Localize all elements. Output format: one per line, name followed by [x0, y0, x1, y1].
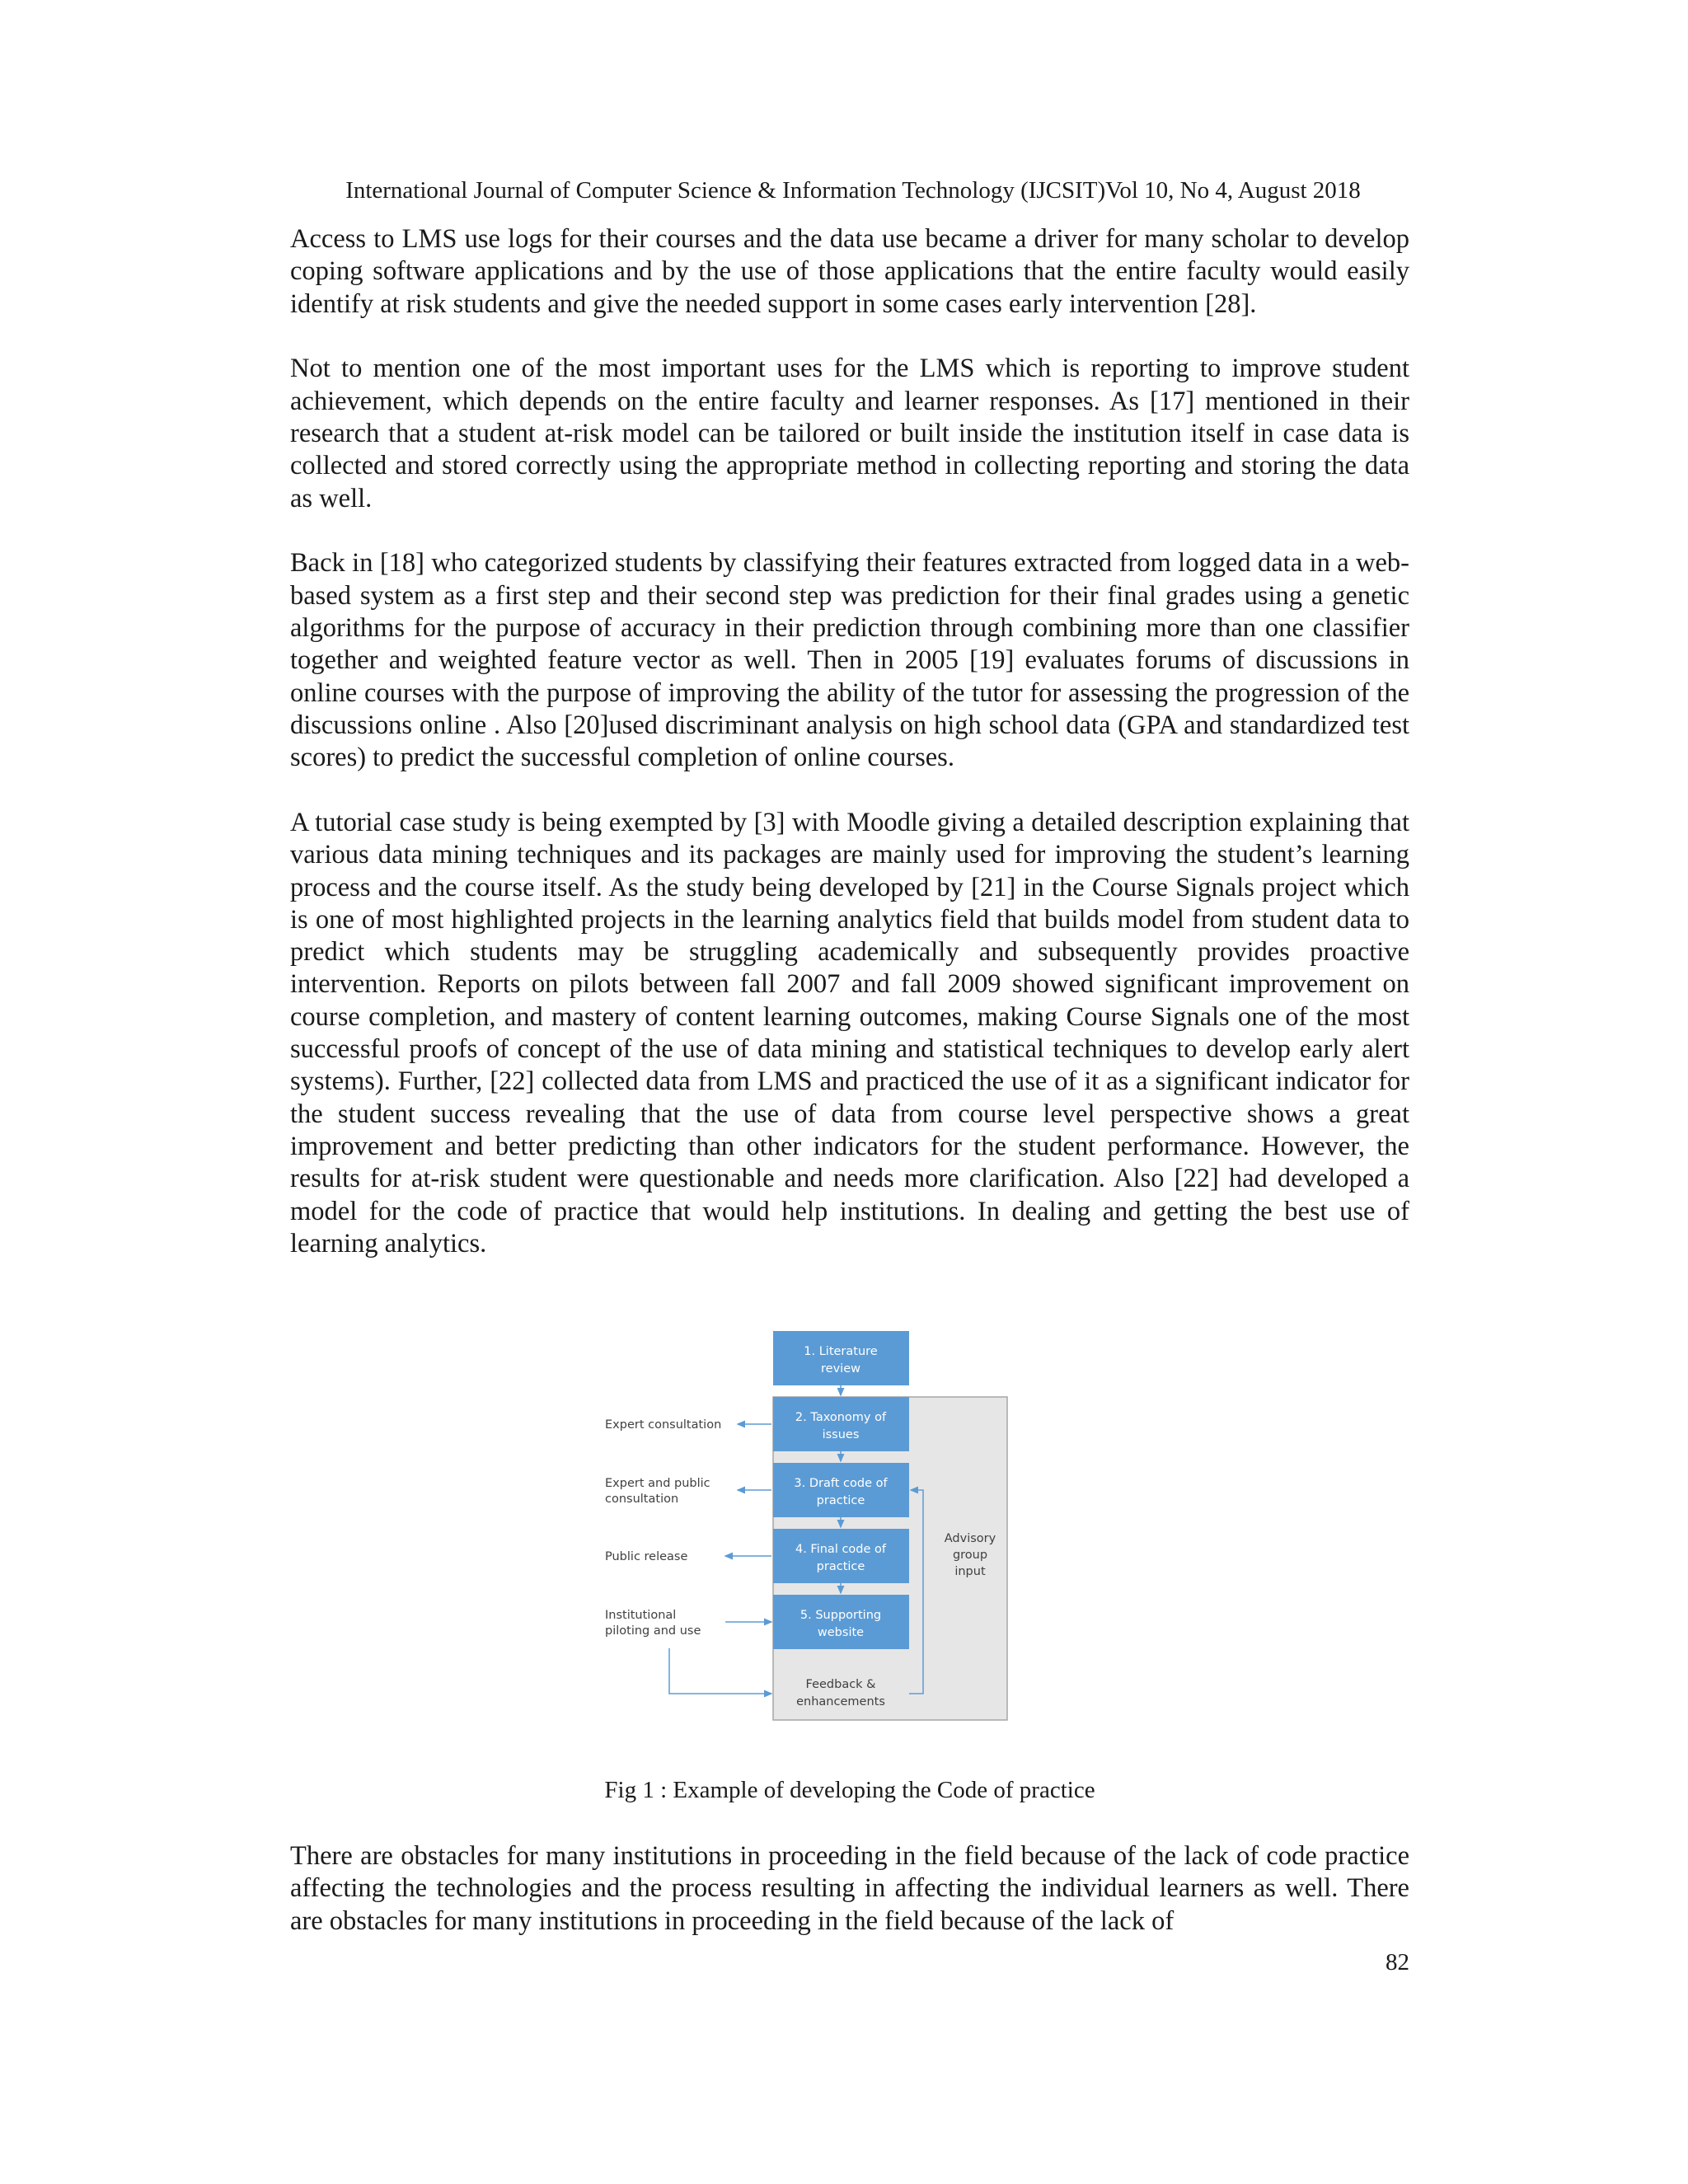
step-2-line1: 2. Taxonomy of [795, 1411, 887, 1424]
advisory-line2: group [952, 1549, 988, 1562]
side-label-2-line1: Expert and public [605, 1477, 710, 1490]
body-text-top [290, 223, 1409, 1260]
step-3-line1: 3. Draft code of [794, 1477, 888, 1490]
paragraph-3: Back in [18] who categorized students by classifying their features extracted from logged data in a web-based system as a first step and their second step was prediction for their final grades using a genetic algorithms for the purpose of accuracy in their prediction through combining more than one classifier together and weighted feature vector as well. Then in 2005 [19] evaluates forums of discussions in online courses with the purpose of improving the ability of the tutor for assessing the progression of the discussions online . Also [20]used discriminant analysis on high school data (GPA and standardized test scores) to predict the successful completion of online courses. [290, 548, 1409, 773]
step-box-2 [773, 1397, 909, 1451]
step-box-3 [773, 1463, 909, 1517]
feedback-line1: Feedback & [805, 1678, 876, 1691]
body-text-bottom [290, 1840, 1409, 1938]
step-1-line1: 1. Literature [804, 1345, 878, 1358]
side-label-3: Public release [605, 1550, 688, 1563]
side-label-4-line2: piloting and use [605, 1624, 701, 1638]
side-label-1: Expert consultation [605, 1418, 722, 1432]
step-5-line1: 5. Supporting [799, 1609, 882, 1622]
figure-code-of-practice [602, 1331, 1030, 1743]
figure-caption: Fig 1 : Example of developing the Code of practice [604, 1777, 1095, 1803]
step-box-5 [773, 1595, 909, 1649]
step-3-line2: practice [816, 1494, 865, 1507]
running-header: International Journal of Computer Science & Information Technology (IJCSIT)Vol 10, No 4, August 2018 [345, 177, 1361, 204]
step-2-line2: issues [822, 1428, 860, 1441]
paragraph-5: There are obstacles for many institutions in proceeding in the field because of the lack of code practice affecting the technologies and the process resulting in affecting the individual learners as well. There are obstacles for many institutions in proceeding in the field because of the lack of [290, 1841, 1409, 1936]
step-4-line2: practice [816, 1560, 865, 1573]
advisory-line3: input [954, 1565, 986, 1578]
step-box-4 [773, 1529, 909, 1583]
paragraph-1: Access to LMS use logs for their courses and the data use became a driver for many scholar to develop coping software applications and by the use of those applications that the entire faculty would easily identify at risk students and give the needed support in some cases early intervention [28]. [290, 224, 1409, 319]
paragraph-4: A tutorial case study is being exempted by [3] with Moodle giving a detailed description explaining that various data mining techniques and its packages are mainly used for improving the student’s learning process and the course itself. As the study being developed by [21] in the Course Signals project which is one of most highlighted projects in the learning analytics field that builds model from student data to predict which students may be struggling academically and subsequently provides proactive intervention. Reports on pilots between fall 2007 and fall 2009 showed significant improvement on course completion, and mastery of content learning outcomes, making Course Signals one of the most successful proofs of concept of the use of data mining and statistical techniques to develop early alert systems). Further, [22] collected data from LMS and practiced the use of it as a significant indicator for the student success revealing that the use of data from course level perspective shows a great improvement and better predicting than other indicators for the student performance. However, the results for at-risk student were questionable and needs more clarification. Also [22] had developed a model for the code of practice that would help institutions. In dealing and getting the best use of learning analytics. [290, 807, 1409, 1258]
page-number: 82 [1386, 1949, 1409, 1975]
feedback-line2: enhancements [796, 1695, 885, 1708]
flow-diagram [602, 1331, 1030, 1743]
loop-arrow-piloting [669, 1648, 771, 1694]
paragraph-2: Not to mention one of the most important uses for the LMS which is reporting to improve student achievement, which depends on the entire faculty and learner responses. As [17] mentioned in their research that a student at-risk model can be tailored or built inside the institution itself in case data is collected and stored correctly using the appropriate method in collecting reporting and storing the data as well. [290, 354, 1409, 513]
step-1-line2: review [821, 1362, 860, 1376]
advisory-line1: Advisory [944, 1532, 996, 1545]
step-5-line2: website [817, 1626, 865, 1639]
step-box-1 [773, 1331, 909, 1385]
side-label-4-line1: Institutional [605, 1609, 677, 1622]
step-4-line1: 4. Final code of [795, 1543, 887, 1556]
side-label-2-line2: consultation [605, 1493, 679, 1506]
